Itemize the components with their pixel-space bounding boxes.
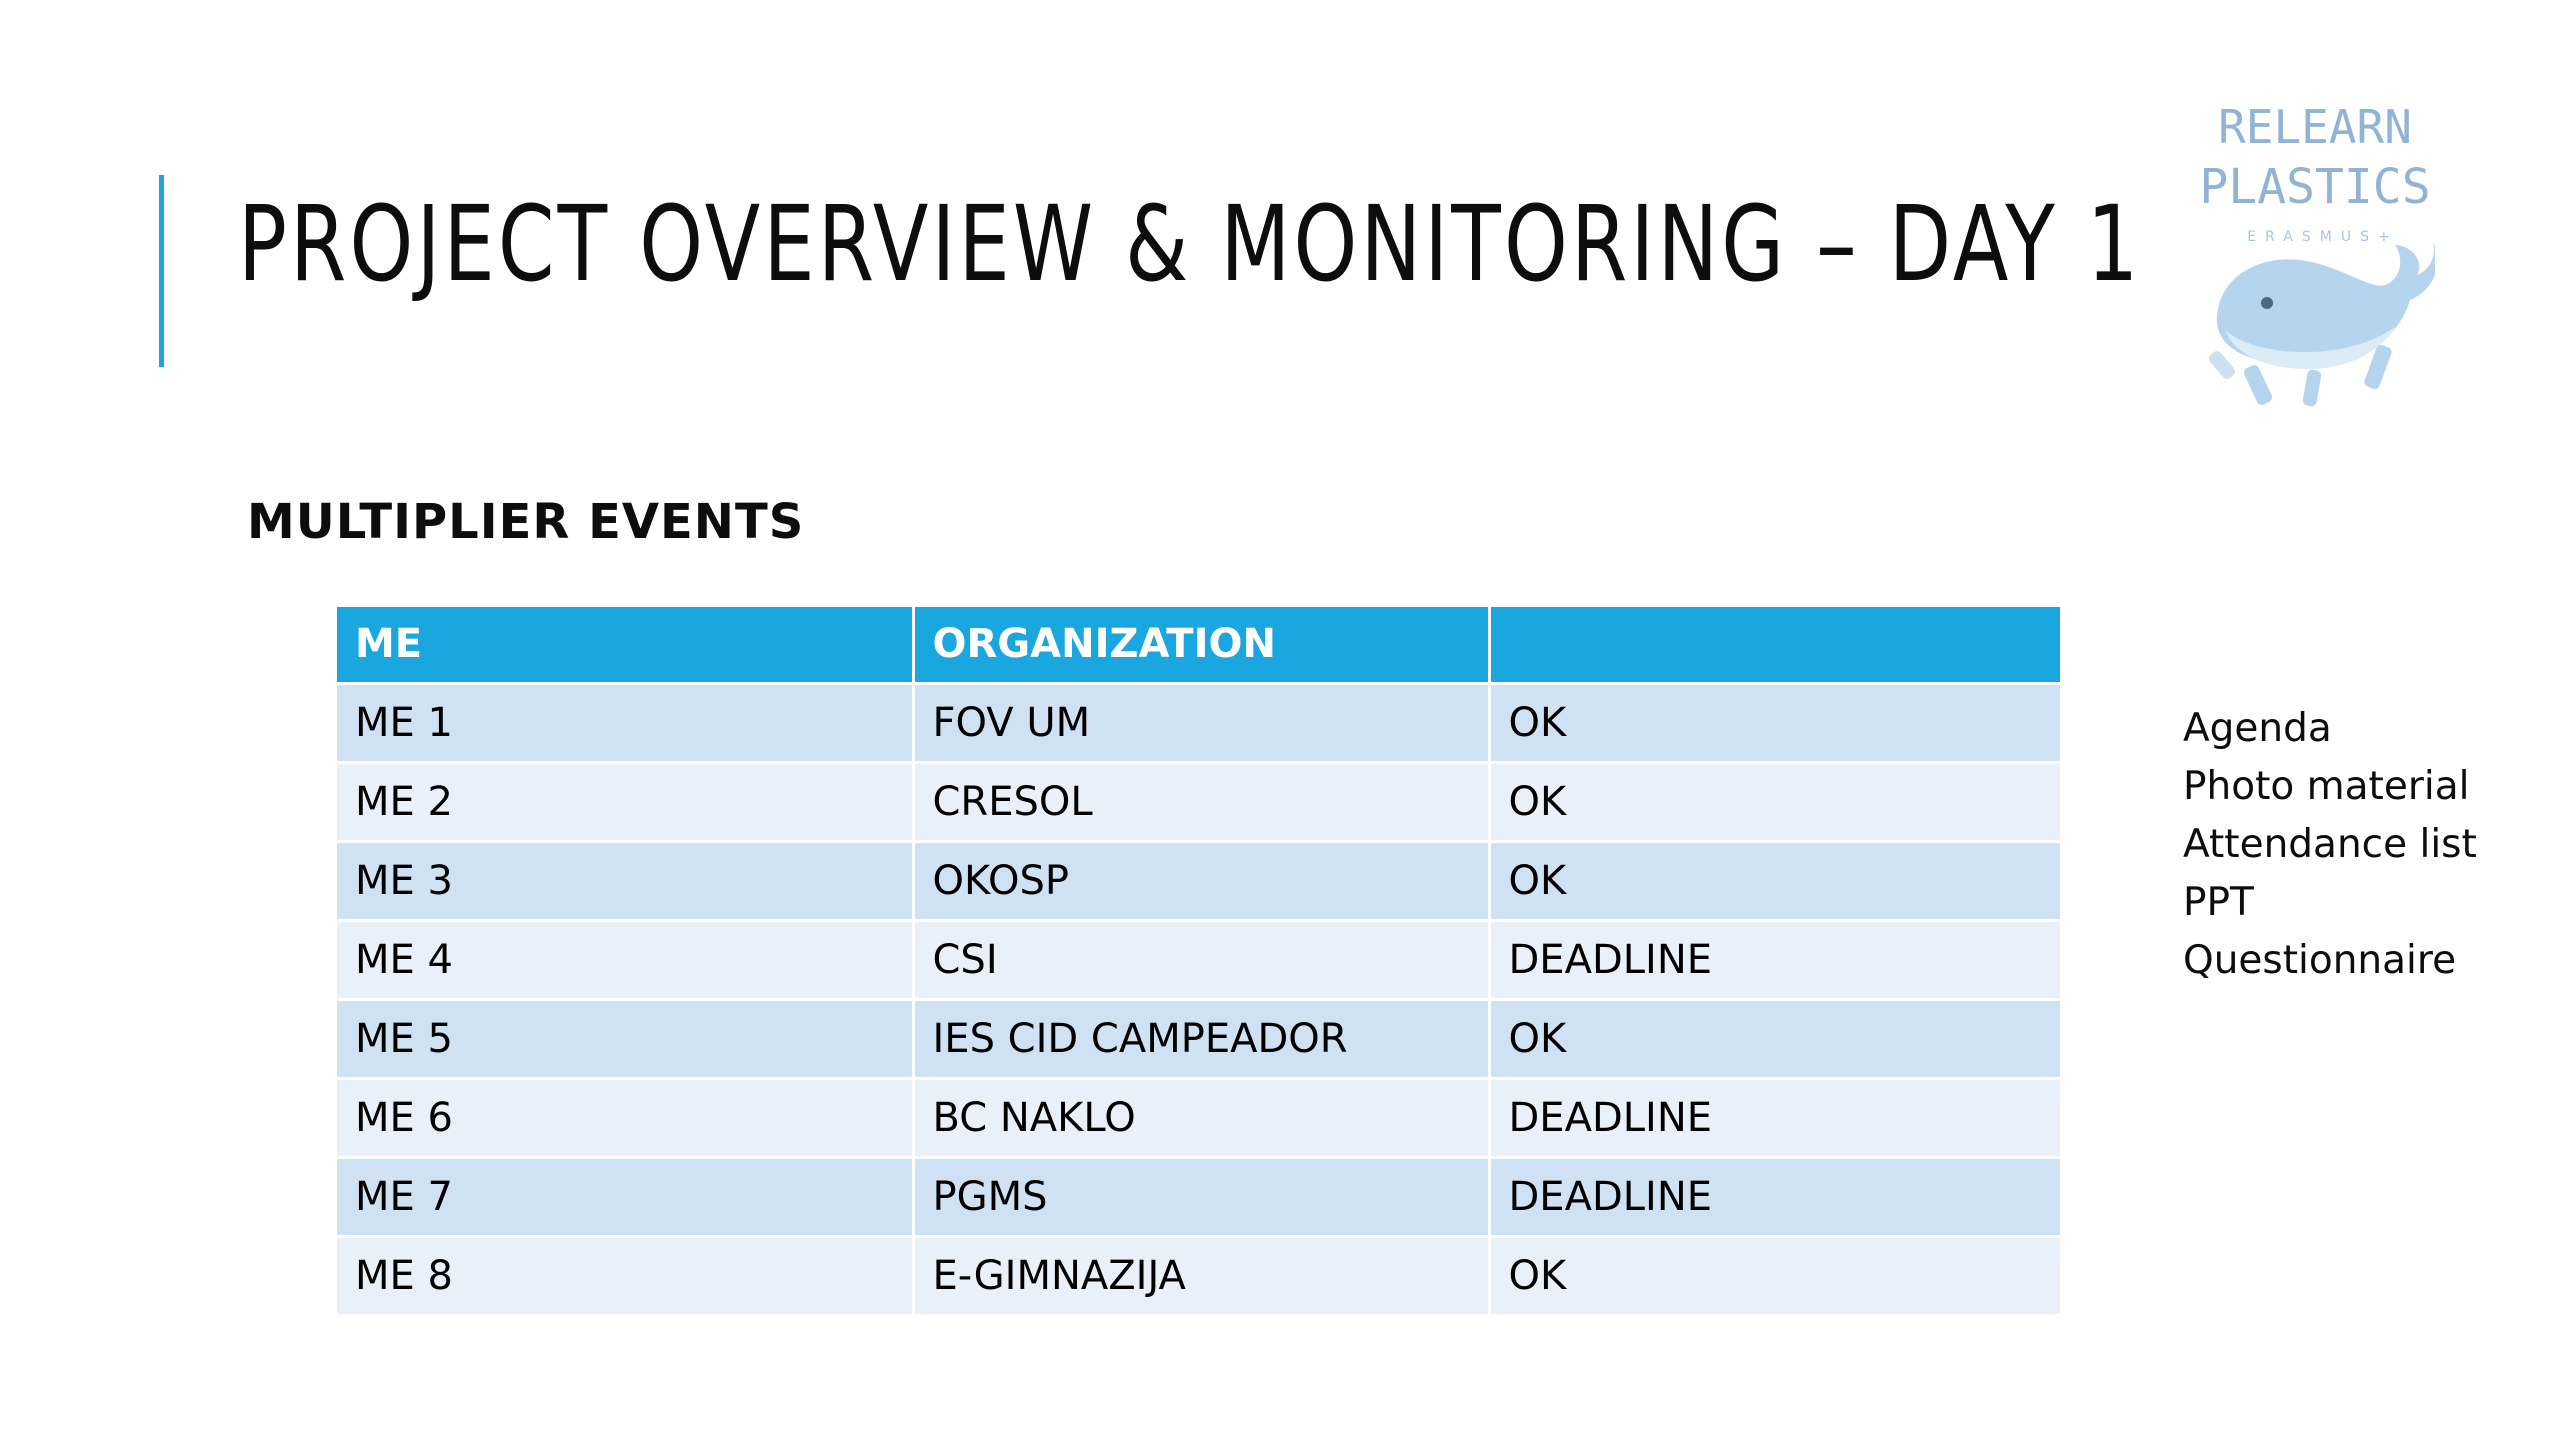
cell-me: ME 3: [337, 841, 913, 920]
cell-organization: OKOSP: [913, 841, 1489, 920]
cell-organization: FOV UM: [913, 683, 1489, 762]
cell-status: OK: [1489, 762, 2060, 841]
table-row: [337, 683, 2060, 762]
deliverables-list: [2183, 700, 2477, 990]
section-subheading: MULTIPLIER EVENTS: [247, 494, 805, 550]
header-me: ME: [337, 607, 913, 683]
table-row: [337, 1236, 2060, 1315]
list-item: Photo material: [2183, 764, 2470, 809]
cell-organization: E-GIMNAZIJA: [913, 1236, 1489, 1315]
cell-organization: CSI: [913, 920, 1489, 999]
cell-me: ME 7: [337, 1157, 913, 1236]
cell-me: ME 8: [337, 1236, 913, 1315]
cell-status: OK: [1489, 999, 2060, 1078]
cell-organization: BC NAKLO: [913, 1078, 1489, 1157]
table-row: [337, 1078, 2060, 1157]
logo-line1: RELEARN: [2218, 100, 2412, 154]
table-row: [337, 920, 2060, 999]
whale-icon: [2207, 243, 2435, 407]
logo-line2: PLASTICS: [2199, 159, 2431, 215]
cell-status: OK: [1489, 683, 2060, 762]
multiplier-events-table: [337, 607, 2060, 1317]
table-row: [337, 999, 2060, 1078]
title-accent-bar: [159, 175, 164, 367]
header-status: [1489, 607, 2060, 683]
list-item: Agenda: [2183, 706, 2332, 751]
cell-me: ME 4: [337, 920, 913, 999]
cell-status: DEADLINE: [1489, 1157, 2060, 1236]
slide-title: PROJECT OVERVIEW & MONITORING – DAY 1: [238, 183, 2142, 305]
list-item: PPT: [2183, 880, 2254, 925]
header-organization: ORGANIZATION: [913, 607, 1489, 683]
cell-me: ME 6: [337, 1078, 913, 1157]
cell-organization: IES CID CAMPEADOR: [913, 999, 1489, 1078]
table-row: [337, 1157, 2060, 1236]
cell-me: ME 1: [337, 683, 913, 762]
list-item: Questionnaire: [2183, 938, 2457, 983]
table-row: [337, 762, 2060, 841]
cell-status: OK: [1489, 841, 2060, 920]
relearn-plastics-logo: [2195, 95, 2435, 425]
logo-line3: ERASMUS+: [2247, 229, 2399, 245]
cell-me: ME 2: [337, 762, 913, 841]
cell-status: OK: [1489, 1236, 2060, 1315]
cell-organization: CRESOL: [913, 762, 1489, 841]
cell-me: ME 5: [337, 999, 913, 1078]
cell-status: DEADLINE: [1489, 1078, 2060, 1157]
cell-status: DEADLINE: [1489, 920, 2060, 999]
list-item: Attendance list: [2183, 822, 2477, 867]
table-header-row: [337, 607, 2060, 683]
cell-organization: PGMS: [913, 1157, 1489, 1236]
table-row: [337, 841, 2060, 920]
